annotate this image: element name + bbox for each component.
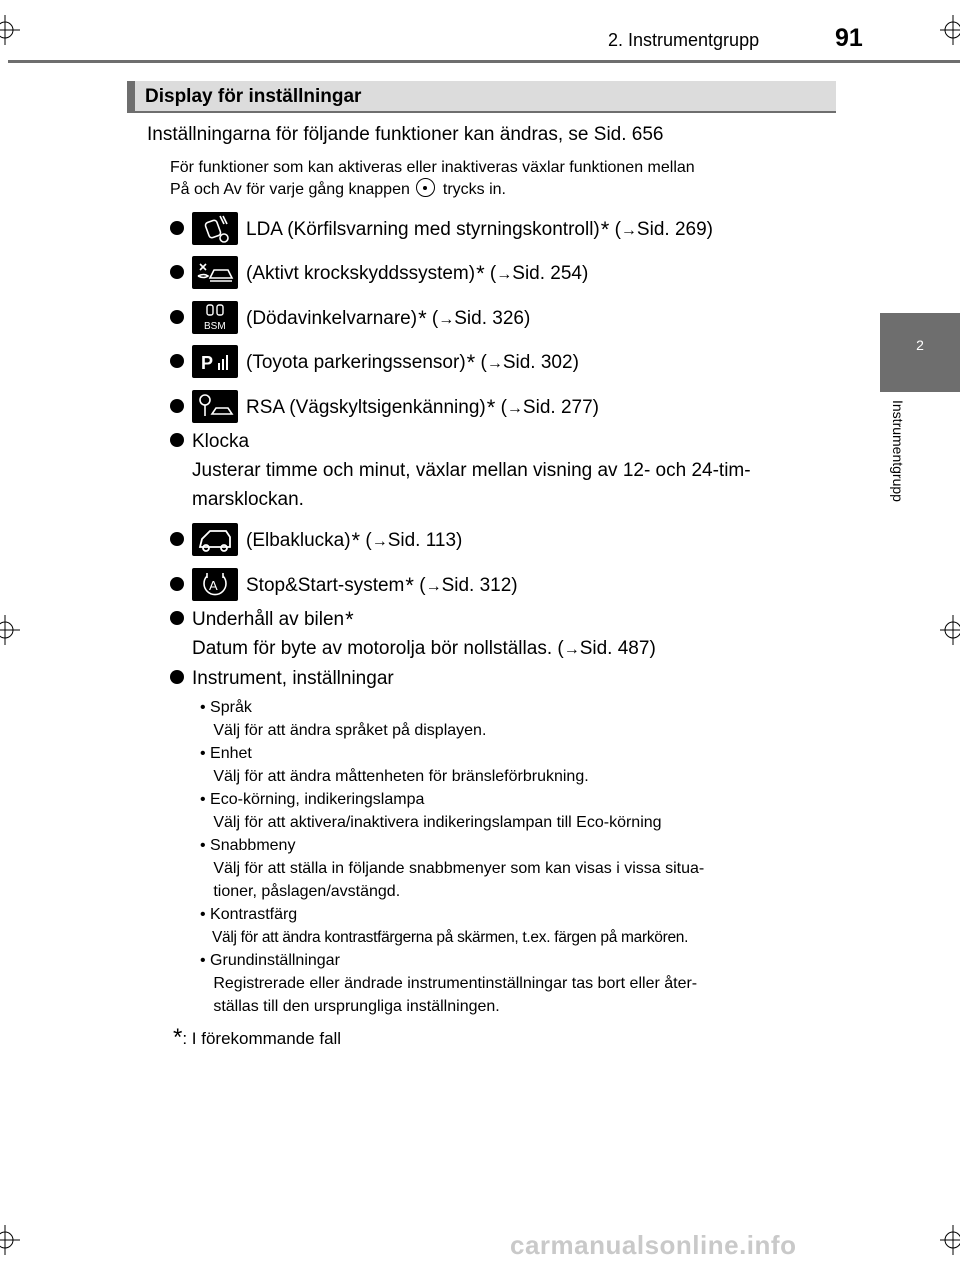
footnote-star: * [466, 350, 476, 375]
list-item-instrument [170, 668, 394, 690]
item-title: Instrument, inställningar [192, 668, 394, 689]
chapter-side-label [880, 392, 920, 552]
power-door-icon [192, 523, 238, 556]
footnote-star: * [486, 395, 496, 420]
note-line-2-end: trycks in. [442, 181, 506, 198]
footnote-star: * [405, 573, 414, 598]
page-number: 91 [835, 24, 863, 52]
bullet-icon [170, 670, 184, 684]
bullet-icon [170, 310, 184, 324]
enter-button-icon [416, 178, 435, 197]
chapter-tab: 2 [880, 313, 960, 392]
item-text: LDA (Körfilsvarning med styrningskontroll) [246, 219, 600, 240]
bullet-icon [170, 265, 184, 279]
footnote-star: * [173, 1024, 183, 1051]
footnote-star: * [600, 217, 610, 242]
reference-arrow-icon: → [486, 355, 503, 372]
list-item-stop-start: A Stop&Start-system* (→Sid. 312) [170, 568, 518, 601]
list-item-klocka [170, 431, 249, 453]
sub-list-line: • Kontrastfärg [200, 906, 298, 923]
list-item-pcs: (Aktivt krockskyddssystem)* (→Sid. 254) [170, 256, 588, 289]
page-reference[interactable]: Sid. 487) [579, 638, 656, 659]
footnote-text: : I förekommande fall [182, 1029, 342, 1048]
page-reference[interactable]: Sid. 113 [387, 530, 457, 551]
reference-arrow-icon: → [438, 311, 455, 328]
header-section-title: 2. Instrumentgrupp [608, 30, 760, 50]
footnote-star: * [476, 261, 485, 286]
svg-text:A: A [209, 578, 218, 593]
sub-list-line: Välj för att aktivera/inaktivera indikeringslampan till Eco-körning [200, 814, 662, 831]
page-reference[interactable]: Sid. 312 [441, 575, 512, 596]
klocka-desc-2: marsklockan. [192, 489, 304, 510]
pre-collision-icon [192, 256, 238, 289]
item-text: (Toyota parkeringssensor) [246, 352, 466, 373]
reference-arrow-icon: → [563, 641, 580, 658]
svg-text:BSM: BSM [204, 321, 226, 332]
item-title: Underhåll av bilen [192, 609, 345, 630]
footnote [172, 1024, 342, 1051]
intro-text: Inställningarna för följande funktioner kan ändras, se Sid. 656 [147, 124, 664, 145]
item-text: (Aktivt krockskyddssystem) [246, 263, 476, 284]
reference-arrow-icon: → [371, 533, 388, 550]
footnote-star: * [351, 528, 361, 553]
footnote-star: * [418, 306, 427, 331]
sub-list-line: • Snabbmeny [200, 837, 296, 854]
sub-list-line: ställas till den ursprungliga inställningen. [200, 998, 500, 1015]
list-item-bsm: BSM (Dödavinkelvarnare)* (→Sid. 326) [170, 301, 530, 334]
bullet-icon [170, 433, 184, 447]
rsa-icon [192, 390, 238, 423]
header-divider [8, 60, 960, 63]
bsm-icon [192, 301, 238, 334]
reference-arrow-icon: → [425, 578, 442, 595]
sub-list-line: Välj för att ställa in följande snabbmenyer som kan visas i vissa situa- [200, 860, 705, 877]
page-reference[interactable]: Sid. 269 [636, 219, 707, 240]
bullet-icon [170, 399, 184, 413]
chapter-side-label-text: Instrumentgrupp [890, 400, 906, 502]
sub-list-line: Välj för att ändra språket på displayen. [200, 722, 487, 739]
section-heading-text: Display för inställningar [145, 86, 362, 107]
stop-start-icon [192, 568, 238, 601]
list-item-lda: LDA (Körfilsvarning med styrningskontroll)* (→Sid. 269) [170, 212, 713, 245]
reference-arrow-icon: → [506, 400, 523, 417]
bullet-icon [170, 611, 184, 625]
note-text [170, 157, 835, 200]
section-heading [127, 81, 836, 111]
lda-steering-icon [192, 212, 238, 245]
note-line-1: För funktioner som kan aktiveras eller inaktiveras växlar funktionen mellan [170, 159, 695, 176]
svg-text:P: P [201, 353, 214, 373]
sub-list-line: Registrerade eller ändrade instrumentinställningar tas bort eller åter- [200, 975, 698, 992]
underhall-desc-text: Datum för byte av motorolja bör nollställas. ( [192, 638, 564, 659]
item-text: Stop&Start-system [246, 575, 405, 596]
footnote-star: * [345, 607, 354, 632]
bullet-icon [170, 221, 184, 235]
page-reference[interactable]: Sid. 302 [502, 352, 573, 373]
list-item-rsa: RSA (Vägskyltsigenkänning)* (→Sid. 277) [170, 390, 599, 423]
list-item-power-door: (Elbaklucka)* (→Sid. 113) [170, 523, 462, 556]
page-reference[interactable]: Sid. 254 [512, 263, 582, 284]
reference-arrow-icon: → [620, 222, 637, 239]
item-text: (Elbaklucka) [246, 530, 351, 551]
reference-arrow-icon: → [496, 266, 513, 283]
bullet-icon [170, 532, 184, 546]
bullet-icon [170, 354, 184, 368]
sub-list-line: • Enhet [200, 745, 252, 762]
list-item-parking: P (Toyota parkeringssensor)* (→Sid. 302) [170, 345, 579, 378]
sub-list-line: tioner, påslagen/avstängd. [200, 883, 401, 900]
underhall-desc [192, 638, 656, 660]
bullet-icon [170, 577, 184, 591]
page-reference[interactable]: Sid. 277 [522, 397, 593, 418]
sub-list-line: • Språk [200, 699, 252, 716]
page-reference[interactable]: Sid. 326 [454, 308, 524, 329]
parking-sensor-icon [192, 345, 238, 378]
watermark: carmanualsonline.info [510, 1230, 797, 1260]
list-item-underhall [170, 609, 354, 631]
sub-list-line: • Grundinställningar [200, 952, 340, 969]
item-text: (Dödavinkelvarnare) [246, 308, 418, 329]
sub-list-line: Välj för att ändra kontrastfärgerna på skärmen, t.ex. färgen på markören. [200, 929, 689, 946]
sub-list-line: Välj för att ändra måttenheten för bränsleförbrukning. [200, 768, 589, 785]
instrument-sub-list [200, 696, 835, 1018]
item-title: Klocka [192, 431, 250, 452]
section-heading-underline [127, 111, 836, 113]
klocka-desc-1: Justerar timme och minut, växlar mellan visning av 12- och 24-tim- [192, 460, 751, 481]
note-line-2: På och Av för varje gång knappen [170, 181, 410, 198]
item-text: RSA (Vägskyltsigenkänning) [246, 397, 486, 418]
sub-list-line: • Eco-körning, indikeringslampa [200, 791, 425, 808]
